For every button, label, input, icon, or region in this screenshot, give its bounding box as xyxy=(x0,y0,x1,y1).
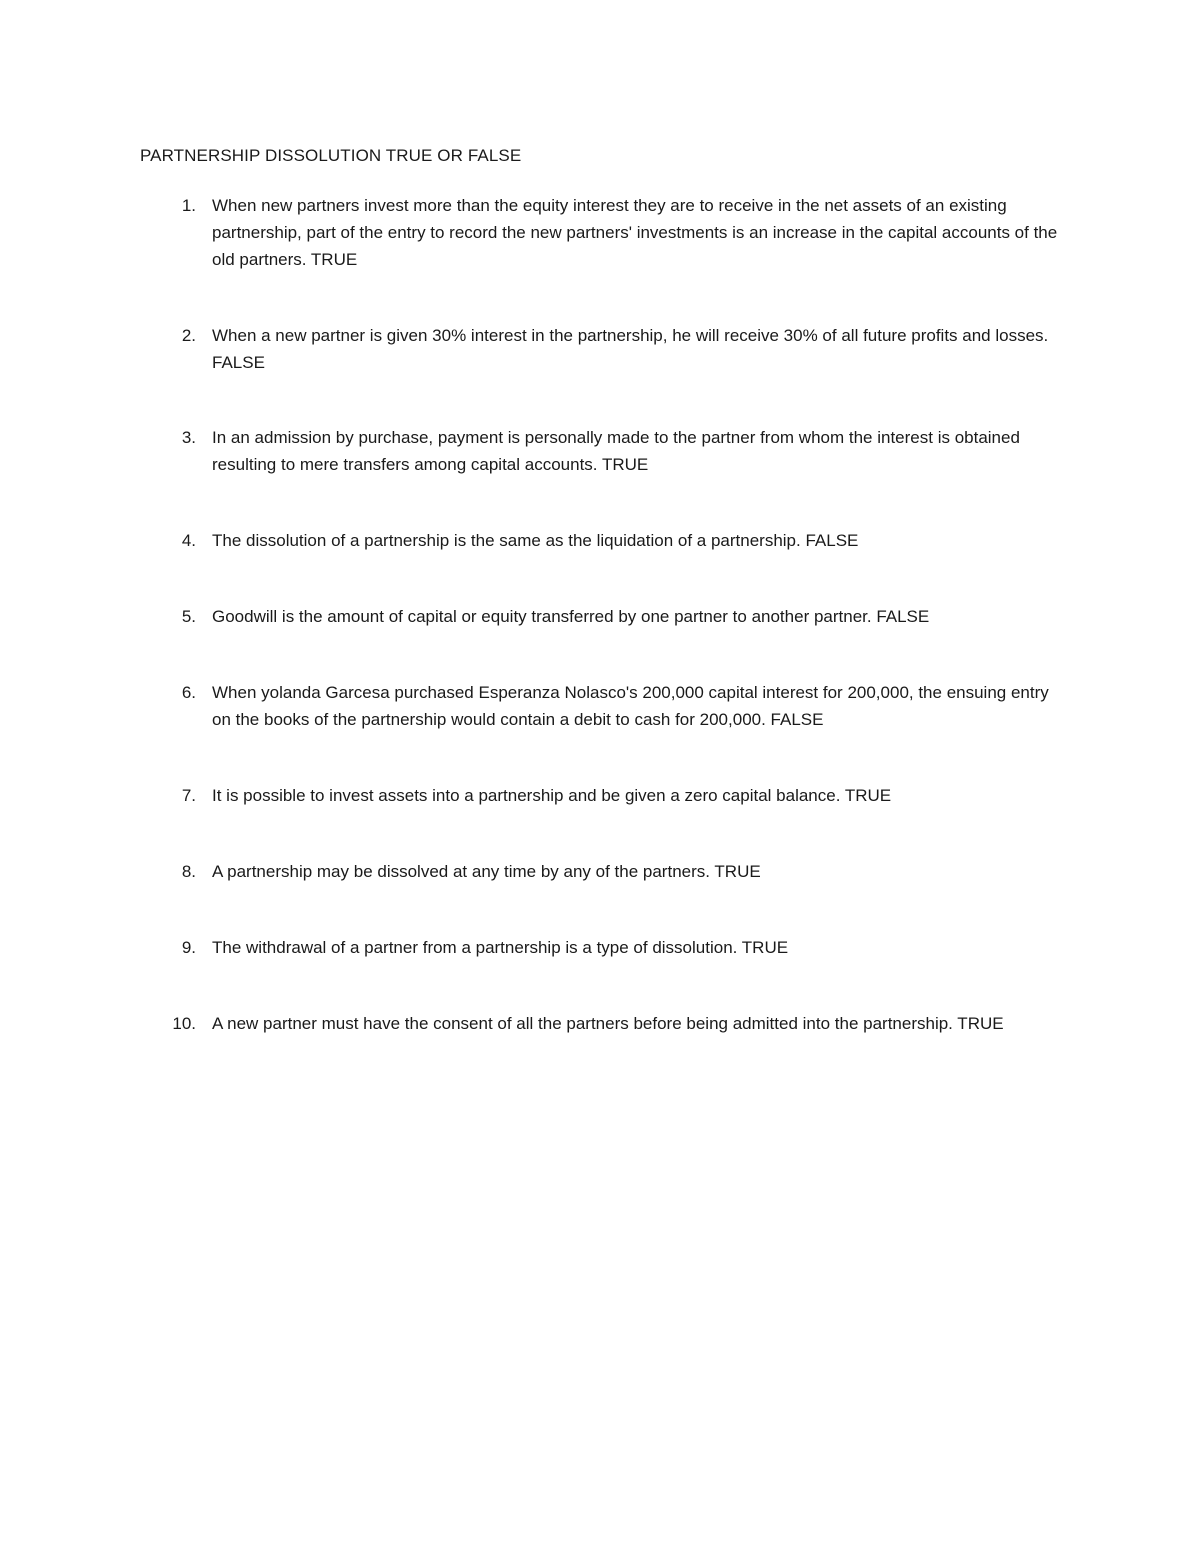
item-text: When a new partner is given 30% interest in the partnership, he will receive 30% of all future profits and losses. FALSE xyxy=(212,326,1049,372)
item-text: A new partner must have the consent of all the partners before being admitted into the partnership. TRUE xyxy=(212,1014,1004,1033)
item-text: Goodwill is the amount of capital or equity transferred by one partner to another partner. FALSE xyxy=(212,607,930,626)
item-text: When yolanda Garcesa purchased Esperanza Nolasco's 200,000 capital interest for 200,000, the ensuing entry on the books of the partnership would contain a debit to cash for 200,000. FALSE xyxy=(212,683,1049,729)
item-text: The dissolution of a partnership is the same as the liquidation of a partnership. FALSE xyxy=(212,531,859,550)
item-number: 3. xyxy=(181,428,196,447)
item-text: A partnership may be dissolved at any time by any of the partners. TRUE xyxy=(212,862,761,881)
item-text: The withdrawal of a partner from a partnership is a type of dissolution. TRUE xyxy=(212,938,789,957)
item-number: 8. xyxy=(181,862,196,881)
item-text: In an admission by purchase, payment is personally made to the partner from whom the interest is obtained resulting to mere transfers among capital accounts. TRUE xyxy=(212,428,1020,474)
item-text: It is possible to invest assets into a partnership and be given a zero capital balance. TRUE xyxy=(212,786,892,805)
item-number: 7. xyxy=(181,786,196,805)
item-text: When new partners invest more than the equity interest they are to receive in the net assets of an existing partnership, part of the entry to record the new partners' investments is an increase in the capital accounts of the old partners. TRUE xyxy=(212,196,1058,269)
item-number: 9. xyxy=(181,938,196,957)
item-number: 6. xyxy=(181,683,196,702)
document-title: PARTNERSHIP DISSOLUTION TRUE OR FALSE xyxy=(140,146,522,165)
item-number: 5. xyxy=(181,607,196,626)
item-number: 10. xyxy=(172,1014,196,1033)
item-number: 4. xyxy=(181,531,196,550)
item-number: 1. xyxy=(181,196,196,215)
item-number: 2. xyxy=(181,326,196,345)
